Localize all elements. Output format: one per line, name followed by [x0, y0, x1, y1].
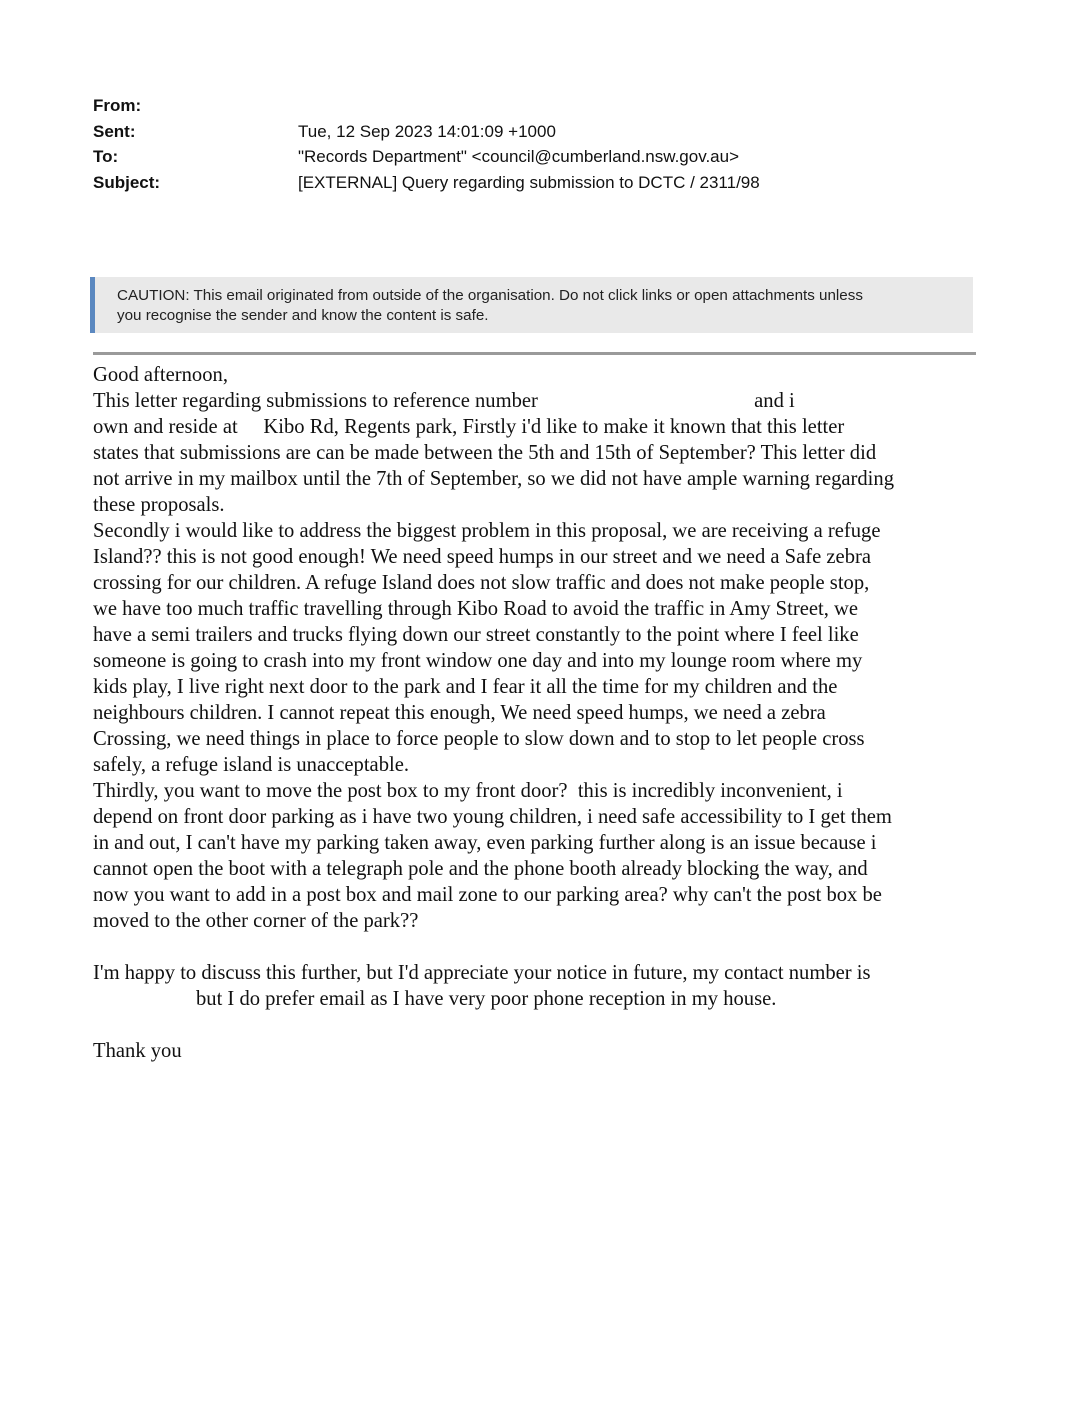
body-line: in and out, I can't have my parking taken away, even parking further along is an issue because i: [93, 832, 877, 854]
to-row: [93, 144, 993, 170]
body-line: Crossing, we need things in place to force people to slow down and to stop to let people cross: [93, 728, 865, 750]
body-line: states that submissions are can be made between the 5th and 15th of September? This letter did: [93, 442, 877, 464]
caution-banner: [90, 277, 973, 333]
paragraph-gap: [93, 1012, 983, 1038]
body-line: not arrive in my mailbox until the 7th of September, so we did not have ample warning regarding: [93, 468, 894, 490]
email-body: [93, 362, 983, 1064]
caution-line-1: CAUTION: This email originated from outside of the organisation. Do not click links or open attachments unless: [117, 287, 863, 304]
body-line: own and reside at Kibo Rd, Regents park, Firstly i'd like to make it known that this letter: [93, 416, 845, 438]
sent-value: Tue, 12 Sep 2023 14:01:09 +1000: [298, 121, 556, 141]
body-line: Thirdly, you want to move the post box to my front door? this is incredibly inconvenient, i: [93, 780, 843, 802]
from-row: [93, 93, 993, 119]
paragraph-gap: [93, 934, 983, 960]
body-line: someone is going to crash into my front window one day and into my lounge room where my: [93, 650, 863, 672]
body-line: now you want to add in a post box and mail zone to our parking area? why can't the post box be: [93, 884, 882, 906]
body-line: have a semi trailers and trucks flying down our street constantly to the point where I feel like: [93, 624, 859, 646]
header-divider: [93, 352, 976, 355]
body-line: Island?? this is not good enough! We need speed humps in our street and we need a Safe zebra: [93, 546, 871, 568]
body-line: depend on front door parking as i have two young children, i need safe accessibility to I get them: [93, 806, 892, 828]
body-line: neighbours children. I cannot repeat this enough, We need speed humps, we need a zebra: [93, 702, 826, 724]
closing-line: I'm happy to discuss this further, but I'd appreciate your notice in future, my contact number is: [93, 962, 871, 984]
subject-row: [93, 170, 993, 196]
body-line: cannot open the boot with a telegraph pole and the phone booth already blocking the way, and: [93, 858, 868, 880]
body-line: kids play, I live right next door to the park and I fear it all the time for my children and the: [93, 676, 838, 698]
body-line: Secondly i would like to address the biggest problem in this proposal, we are receiving a refuge: [93, 520, 881, 542]
signoff: Thank you: [93, 1040, 182, 1062]
body-line: Good afternoon,: [93, 364, 228, 386]
body-line: safely, a refuge island is unacceptable.: [93, 754, 410, 776]
closing-line: but I do prefer email as I have very poor phone reception in my house.: [93, 988, 777, 1010]
to-label: To:: [93, 147, 119, 166]
to-value: "Records Department" <council@cumberland.nsw.gov.au>: [298, 147, 740, 166]
caution-line-2: you recognise the sender and know the content is safe.: [117, 306, 489, 324]
body-line: crossing for our children. A refuge Island does not slow traffic and does not make people stop,: [93, 572, 870, 594]
body-line: we have too much traffic travelling through Kibo Road to avoid the traffic in Amy Street, we: [93, 598, 859, 620]
sent-row: [93, 119, 993, 145]
email-header: [93, 93, 993, 195]
sent-label: Sent:: [93, 121, 136, 141]
subject-value: [EXTERNAL] Query regarding submission to DCTC / 2311/98: [298, 172, 760, 192]
body-line: moved to the other corner of the park??: [93, 910, 419, 932]
body-line: This letter regarding submissions to reference number and i: [93, 390, 795, 412]
body-line: these proposals.: [93, 494, 225, 516]
from-label: From:: [93, 96, 142, 115]
subject-label: Subject:: [93, 172, 161, 192]
